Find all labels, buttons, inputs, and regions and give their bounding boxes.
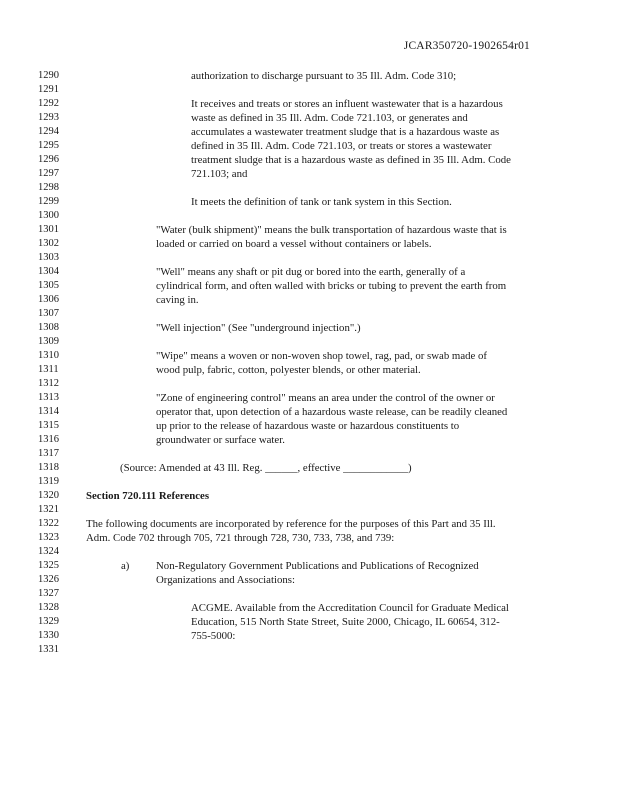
line-number: 1321 [38, 504, 59, 515]
line-number: 1327 [38, 588, 59, 599]
line-number: 1290 [38, 70, 59, 81]
line-number: 1300 [38, 210, 59, 221]
line-number: 1309 [38, 336, 59, 347]
text-line-1315: up prior to the release of hazardous waste or hazardous constituents to [156, 420, 460, 432]
text-line-1299: It meets the definition of tank or tank system in this Section. [191, 196, 452, 208]
text-line-1294: accumulates a wastewater treatment sludge that is a hazardous waste as [191, 126, 500, 138]
line-number: 1329 [38, 616, 59, 627]
text-line-1305: cylindrical form, and often walled with bricks or tubing to prevent the earth from [156, 280, 507, 292]
line-number: 1292 [38, 98, 59, 109]
text-line-1328: ACGME. Available from the Accreditation Council for Graduate Medical [191, 602, 509, 614]
line-number: 1308 [38, 322, 59, 333]
line-number: 1328 [38, 602, 59, 613]
text-line-1314: operator that, upon detection of a hazardous waste release, can be readily cleaned [156, 406, 508, 418]
text-line-1310: "Wipe" means a woven or non-woven shop towel, rag, pad, or swab made of [156, 350, 487, 362]
line-number: 1323 [38, 532, 59, 543]
line-number: 1291 [38, 84, 59, 95]
line-number: 1326 [38, 574, 59, 585]
line-number: 1320 [38, 490, 59, 501]
text-line-1311: wood pulp, fabric, cotton, polyester blends, or other material. [156, 364, 421, 376]
line-number: 1311 [38, 364, 59, 375]
document-header-id: JCAR350720-1902654r01 [403, 40, 530, 52]
text-line-1292: It receives and treats or stores an influent wastewater that is a hazardous [191, 98, 503, 110]
line-number: 1304 [38, 266, 59, 277]
text-line-1329: Education, 515 North State Street, Suite 2000, Chicago, IL 60654, 312- [191, 616, 500, 628]
source-note: (Source: Amended at 43 Ill. Reg. ______, effective ____________) [120, 462, 412, 474]
text-line-1297: 721.103; and [191, 168, 248, 180]
text-line-1290: authorization to discharge pursuant to 35 Ill. Adm. Code 310; [191, 70, 457, 82]
line-number: 1307 [38, 308, 59, 319]
line-number: 1330 [38, 630, 59, 641]
line-number: 1295 [38, 140, 59, 151]
text-line-1313: "Zone of engineering control" means an area under the control of the owner or [156, 392, 495, 404]
line-number: 1297 [38, 168, 59, 179]
line-number: 1313 [38, 392, 59, 403]
line-number: 1310 [38, 350, 59, 361]
text-line-1306: caving in. [156, 294, 199, 306]
line-number: 1324 [38, 546, 59, 557]
line-number: 1293 [38, 112, 59, 123]
line-number: 1316 [38, 434, 59, 445]
line-number: 1299 [38, 196, 59, 207]
line-number: 1322 [38, 518, 59, 529]
text-line-1301: "Water (bulk shipment)" means the bulk transportation of hazardous waste that is [156, 224, 507, 236]
text-line-1323: Adm. Code 702 through 705, 721 through 728, 730, 733, 738, and 739: [86, 532, 395, 544]
text-line-1325: Non-Regulatory Government Publications and Publications of Recognized [156, 560, 479, 572]
subsection-label: a) [121, 560, 130, 572]
text-line-1304: "Well" means any shaft or pit dug or bored into the earth, generally of a [156, 266, 466, 278]
text-line-1296: treatment sludge that is a hazardous waste as defined in 35 Ill. Adm. Code [191, 154, 511, 166]
text-line-1308: "Well injection" (See "underground injection".) [156, 322, 361, 334]
text-line-1295: defined in 35 Ill. Adm. Code 721.103, or treats or stores a wastewater [191, 140, 492, 152]
line-number: 1318 [38, 462, 59, 473]
text-line-1326: Organizations and Associations: [156, 574, 295, 586]
section-heading: Section 720.111 References [86, 490, 210, 502]
line-number: 1319 [38, 476, 59, 487]
line-number: 1302 [38, 238, 59, 249]
line-number: 1303 [38, 252, 59, 263]
line-number: 1331 [38, 644, 59, 655]
line-number: 1306 [38, 294, 59, 305]
line-number: 1317 [38, 448, 59, 459]
line-number: 1294 [38, 126, 59, 137]
line-number: 1301 [38, 224, 59, 235]
text-line-1302: loaded or carried on board a vessel without containers or labels. [156, 238, 432, 250]
text-line-1322: The following documents are incorporated by reference for the purposes of this Part and 35 Ill. [86, 518, 496, 530]
line-number: 1325 [38, 560, 59, 571]
line-number: 1296 [38, 154, 59, 165]
line-number: 1315 [38, 420, 59, 431]
line-number: 1298 [38, 182, 59, 193]
line-number: 1314 [38, 406, 59, 417]
line-number: 1312 [38, 378, 59, 389]
text-line-1293: waste as defined in 35 Ill. Adm. Code 721.103, or generates and [191, 112, 468, 124]
text-line-1330: 755-5000: [191, 630, 236, 642]
line-number: 1305 [38, 280, 59, 291]
text-line-1316: groundwater or surface water. [156, 434, 285, 446]
